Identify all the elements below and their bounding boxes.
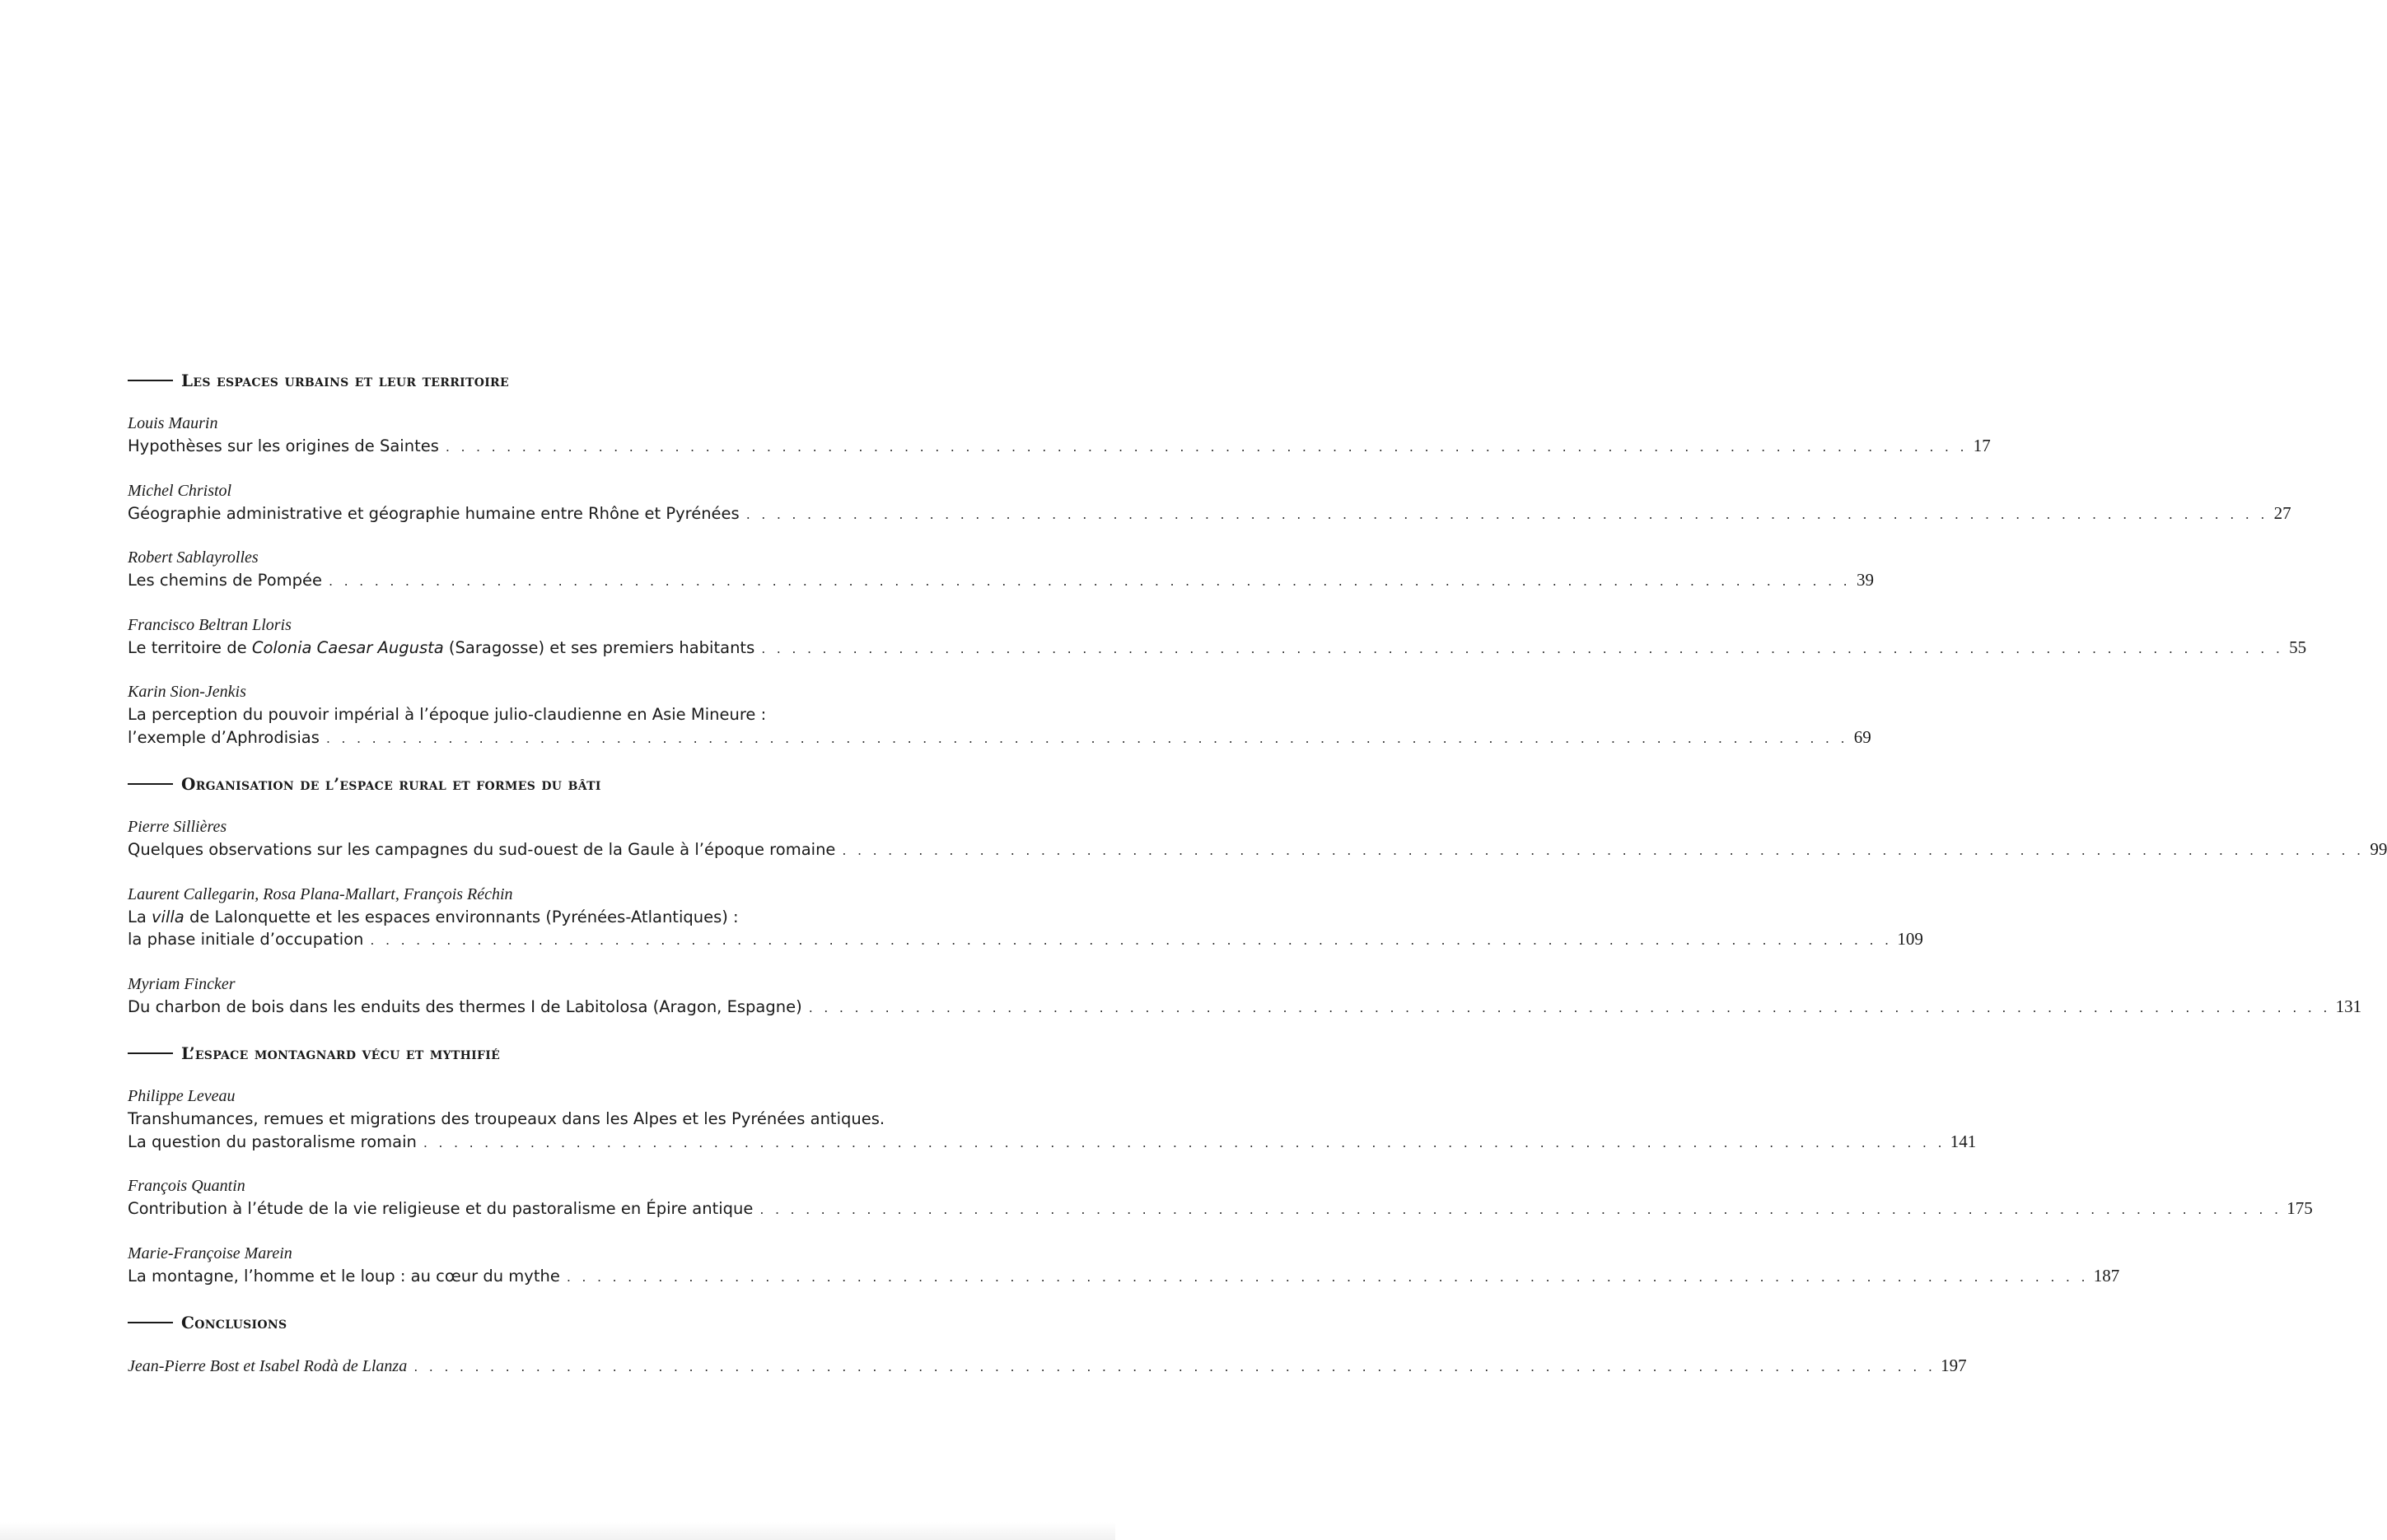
entry-author: Myriam Fincker: [128, 974, 236, 993]
leader-dots: . . . . . . . . . . . . . . . . . . . . . . . . . . . . . . . . . . . . . . . . . . . . . . . . . . . . . . . . . . . . . . . . . . . . . . . . . . . . . . . . . . . . . . . . . . . . . . . . . . . .: [325, 730, 1848, 746]
section-rule: [128, 1052, 173, 1054]
entry-author: Pierre Sillières: [128, 818, 227, 836]
page-number: 17: [1973, 436, 1991, 455]
section-title: Les espaces urbains et leur territoire: [181, 371, 509, 390]
section-rule: [128, 380, 173, 381]
entry-title-line: [128, 637, 2307, 660]
entry-author: Jean-Pierre Bost et Isabel Rodà de Llanza: [128, 1357, 408, 1375]
entry-author: François Quantin: [128, 1177, 245, 1195]
title-italic-text: Colonia Caesar Augusta: [251, 637, 444, 657]
leader-dots: . . . . . . . . . . . . . . . . . . . . . . . . . . . . . . . . . . . . . . . . . . . . . . . . . . . . . . . . . . . . . . . . . . . . . . . . . . . . . . . . . . . . . . . . . . . . . . . . . . . .: [329, 573, 1851, 589]
toc-entry[interactable]: [128, 1243, 2120, 1288]
page-bottom-shade: [0, 1522, 1115, 1540]
entry-title-line: [128, 1355, 1967, 1378]
section-title: Organisation de l’espace rural et formes du bâti: [181, 774, 601, 794]
entry-title-line: [128, 906, 1005, 929]
title-text: de Lalonquette et les espaces environnants (Pyrénées-Atlantiques) :: [184, 907, 739, 926]
entry-title: l’exemple d’Aphrodisias: [128, 727, 320, 747]
leader-dots: . . . . . . . . . . . . . . . . . . . . . . . . . . . . . . . . . . . . . . . . . . . . . . . . . . . . . . . . . . . . . . . . . . . . . . . . . . . . . . . . . . . . . . . . . . . . . . . . . . . .: [423, 1134, 1946, 1150]
section-heading: [128, 367, 1005, 394]
entry-title-line: [128, 928, 1923, 951]
entry-title: Transhumances, remues et migrations des troupeaux dans les Alpes et les Pyrénées antiques.: [128, 1109, 885, 1128]
entry-author: Michel Christol: [128, 481, 232, 500]
entry-title-line: [128, 1131, 1977, 1154]
page-number: 197: [1941, 1356, 1967, 1375]
entry-title: [128, 637, 754, 660]
toc-entry[interactable]: [128, 884, 1923, 951]
section-title: L’espace montagnard vécu et mythifié: [181, 1043, 501, 1063]
entry-title: [128, 906, 739, 929]
toc-entry[interactable]: [128, 681, 1871, 749]
entry-title: La perception du pouvoir impérial à l’époque julio-claudienne en Asie Mineure :: [128, 705, 767, 724]
leader-dots: . . . . . . . . . . . . . . . . . . . . . . . . . . . . . . . . . . . . . . . . . . . . . . . . . . . . . . . . . . . . . . . . . . . . . . . . . . . . . . . . . . . . . . . . . . . . . . . . . . . .: [842, 842, 2365, 858]
entry-title: La montagne, l’homme et le loup : au cœur du mythe: [128, 1266, 560, 1286]
entry-title: la phase initiale d’occupation: [128, 930, 364, 949]
page-number: 187: [2093, 1265, 2120, 1286]
section-title: Conclusions: [181, 1313, 287, 1332]
toc-entry[interactable]: [128, 1175, 2313, 1220]
toc-entry[interactable]: [128, 973, 2362, 1019]
title-text: (Saragosse) et ses premiers habitants: [443, 637, 755, 657]
leader-dots: . . . . . . . . . . . . . . . . . . . . . . . . . . . . . . . . . . . . . . . . . . . . . . . . . . . . . . . . . . . . . . . . . . . . . . . . . . . . . . . . . . . . . . . . . . . . . . . . . . . .: [445, 439, 1968, 455]
toc-entry[interactable]: [128, 413, 1991, 458]
entry-author: Marie-Françoise Marein: [128, 1244, 292, 1262]
table-of-contents: [128, 367, 2387, 1400]
entry-title: Hypothèses sur les origines de Saintes: [128, 436, 439, 455]
entry-author: Robert Sablayrolles: [128, 548, 259, 567]
leader-dots: . . . . . . . . . . . . . . . . . . . . . . . . . . . . . . . . . . . . . . . . . . . . . . . . . . . . . . . . . . . . . . . . . . . . . . . . . . . . . . . . . . . . . . . . . . . . . . . . . . . .: [745, 506, 2268, 522]
page-number: 39: [1856, 570, 1874, 590]
page-number: 131: [2335, 996, 2362, 1016]
entry-title-line: [128, 435, 1991, 458]
entry-title-line: [128, 569, 1874, 592]
page-number: 27: [2273, 502, 2291, 523]
page-number: 109: [1897, 929, 1923, 949]
entry-author: Laurent Callegarin, Rosa Plana-Mallart, François Réchin: [128, 884, 513, 903]
entry-title-line: [128, 1265, 2120, 1288]
leader-dots: . . . . . . . . . . . . . . . . . . . . . . . . . . . . . . . . . . . . . . . . . . . . . . . . . . . . . . . . . . . . . . . . . . . . . . . . . . . . . . . . . . . . . . . . . . . . . . . . . . . .: [808, 999, 2331, 1015]
section-heading: [128, 1309, 1005, 1336]
entry-title: Les chemins de Pompée: [128, 571, 323, 590]
entry-author: Philippe Leveau: [128, 1087, 236, 1105]
title-italic-text: villa: [152, 907, 185, 926]
entry-author: Francisco Beltran Lloris: [128, 615, 292, 634]
entry-title: Du charbon de bois dans les enduits des thermes I de Labitolosa (Aragon, Espagne): [128, 996, 802, 1016]
entry-title-line: [128, 726, 1871, 749]
entry-author: Louis Maurin: [128, 414, 218, 432]
page-number: 55: [2289, 637, 2307, 657]
leader-dots: . . . . . . . . . . . . . . . . . . . . . . . . . . . . . . . . . . . . . . . . . . . . . . . . . . . . . . . . . . . . . . . . . . . . . . . . . . . . . . . . . . . . . . . . . . . . . . . . . . . .: [370, 932, 1893, 948]
page-number: 99: [2370, 839, 2387, 859]
leader-dots: . . . . . . . . . . . . . . . . . . . . . . . . . . . . . . . . . . . . . . . . . . . . . . . . . . . . . . . . . . . . . . . . . . . . . . . . . . . . . . . . . . . . . . . . . . . . . . . . . . . .: [759, 1202, 2282, 1217]
leader-dots: . . . . . . . . . . . . . . . . . . . . . . . . . . . . . . . . . . . . . . . . . . . . . . . . . . . . . . . . . . . . . . . . . . . . . . . . . . . . . . . . . . . . . . . . . . . . . . . . . . . .: [566, 1268, 2089, 1285]
entry-title: La question du pastoralisme romain: [128, 1132, 417, 1151]
toc-entry[interactable]: [128, 1085, 1977, 1153]
entry-title-line: [128, 996, 2362, 1019]
entry-title: Contribution à l’étude de la vie religieuse et du pastoralisme en Épire antique: [128, 1199, 754, 1218]
page-number: 141: [1950, 1131, 1977, 1151]
title-text: La: [128, 907, 152, 926]
toc-entry[interactable]: [128, 480, 2291, 525]
section-rule: [128, 783, 173, 785]
toc-entry[interactable]: [128, 547, 1874, 592]
section-heading: [128, 1040, 1005, 1066]
page-number: 175: [2287, 1198, 2313, 1218]
entry-title-line: [128, 1197, 2313, 1220]
entry-title-line: [128, 502, 2291, 525]
toc-entry[interactable]: [128, 1355, 1967, 1378]
section-heading: [128, 771, 1005, 797]
toc-entry[interactable]: [128, 816, 2387, 861]
leader-dots: . . . . . . . . . . . . . . . . . . . . . . . . . . . . . . . . . . . . . . . . . . . . . . . . . . . . . . . . . . . . . . . . . . . . . . . . . . . . . . . . . . . . . . . . . . . . . . . . . . . .: [761, 640, 2284, 656]
entry-title: Quelques observations sur les campagnes du sud-ouest de la Gaule à l’époque romaine: [128, 840, 836, 859]
page-number: 69: [1853, 726, 1871, 747]
entry-author: Karin Sion-Jenkis: [128, 683, 246, 701]
section-rule: [128, 1322, 173, 1323]
title-text: Le territoire de: [128, 637, 252, 657]
entry-title-line: [128, 838, 2387, 861]
entry-title: Géographie administrative et géographie humaine entre Rhône et Pyrénées: [128, 503, 740, 523]
toc-entry[interactable]: [128, 614, 2307, 660]
leader-dots: . . . . . . . . . . . . . . . . . . . . . . . . . . . . . . . . . . . . . . . . . . . . . . . . . . . . . . . . . . . . . . . . . . . . . . . . . . . . . . . . . . . . . . . . . . . . . . . . . . . .: [413, 1359, 1936, 1374]
